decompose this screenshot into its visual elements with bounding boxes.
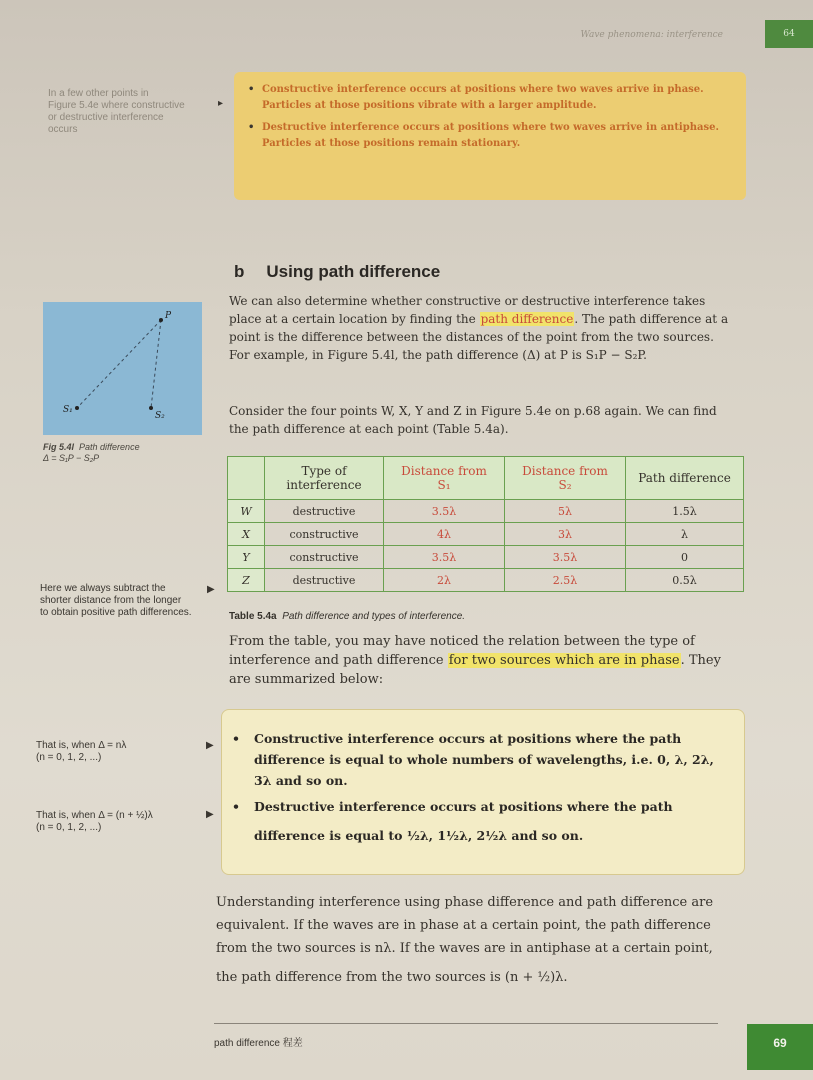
line-s2p	[151, 320, 161, 408]
rule-constructive: • Constructive interference occurs at positions where the path difference is equal to whole numbers of wavelengths, i.e. 0, λ, 2λ, 3λ and so on.	[232, 731, 714, 788]
table-row: X constructive 4λ 3λ λ	[228, 523, 744, 546]
point-s1-marker	[75, 406, 79, 410]
rule-destructive: • Destructive interference occurs at positions where the path difference is equal to ½λ, 1½λ, 2½λ and so on.	[232, 799, 673, 843]
side-note-n-lambda: That is, when Δ = nλ (n = 0, 1, 2, ...)	[36, 740, 127, 763]
chapter-tab: 64	[765, 20, 813, 48]
term-in-phase: for two sources which are in phase	[448, 653, 680, 668]
paragraph-summary-intro: From the table, you may have noticed the relation between the type of interference and path difference for two sources which are in phase. They are summarized below:	[229, 634, 721, 687]
paragraph-intro: We can also determine whether constructive or destructive interference takes place at a certain location by finding the path difference. The path difference at a point is the difference between the distances of the point from the two sources. For example, in Figure 5.4l, the path difference (Δ) at P is S₁P − S₂P.	[229, 294, 729, 362]
top-side-note: In a few other points in Figure 5.4e where constructive or destructive interference occurs	[48, 88, 185, 135]
summary-box-bottom	[221, 709, 745, 875]
figure-path-difference	[43, 302, 202, 435]
paragraph-consider: Consider the four points W, X, Y and Z in Figure 5.4e on p.68 again. We can find the path difference at each point (Table 5.4a).	[229, 404, 717, 436]
summary-box-top	[234, 72, 746, 200]
arrow-icon: ▶	[207, 584, 215, 595]
summary-constructive: • Constructive interference occurs at positions where two waves arrive in phase. Particles at those positions vibrate with a larger amplitude.	[262, 82, 746, 114]
table-row: Y constructive 3.5λ 3.5λ 0	[228, 546, 744, 569]
header-path-difference: Path difference	[626, 457, 744, 500]
summary-destructive: • Destructive interference occurs at positions where two waves arrive in antiphase. Particles at those positions remain stationary.	[262, 120, 746, 152]
footer-divider	[214, 1023, 718, 1024]
label-s1: S₁	[63, 405, 73, 415]
label-p: P	[165, 311, 172, 321]
paragraph-equivalence: Understanding interference using phase difference and path difference are equivalent. If the waves are in phase at a certain point, the path difference from the two sources is nλ. If the waves are in antiphase at a certain point, the path difference from the two sources is (n + ½)λ.	[216, 895, 714, 985]
header-type: Type of interference	[265, 457, 384, 500]
glossary-footer: path difference 程差	[214, 1038, 303, 1049]
side-note-subtract: Here we always subtract the shorter distance from the longer to obtain positive path differences.	[40, 583, 192, 618]
table-header-row	[228, 457, 744, 500]
path-diagram	[43, 302, 202, 435]
table-row: W destructive 3.5λ 5λ 1.5λ	[228, 500, 744, 523]
arrow-icon: ▸	[218, 98, 224, 109]
figure-caption: Fig 5.4l Path difference Δ = S₁P − S₂P	[43, 442, 140, 463]
arrow-icon: ▶	[206, 809, 214, 820]
page-number: 69	[747, 1024, 813, 1070]
header-distance-s2: Distance from S₂	[505, 457, 626, 500]
table-row: Z destructive 2λ 2.5λ 0.5λ	[228, 569, 744, 592]
path-difference-table	[227, 456, 744, 592]
line-s1p	[77, 320, 161, 408]
header-distance-s1: Distance from S₁	[384, 457, 505, 500]
point-p-marker	[159, 318, 163, 322]
arrow-icon: ▶	[206, 740, 214, 751]
term-path-difference: path difference	[480, 312, 574, 326]
label-s2: S₂	[155, 411, 165, 421]
point-s2-marker	[149, 406, 153, 410]
section-title: b Using path difference	[234, 262, 441, 281]
side-note-half-lambda: That is, when Δ = (n + ½)λ (n = 0, 1, 2, ...)	[36, 810, 153, 833]
table-caption: Table 5.4a Path difference and types of interference.	[229, 611, 466, 622]
chapter-header: Wave phenomena: interference	[580, 30, 723, 40]
